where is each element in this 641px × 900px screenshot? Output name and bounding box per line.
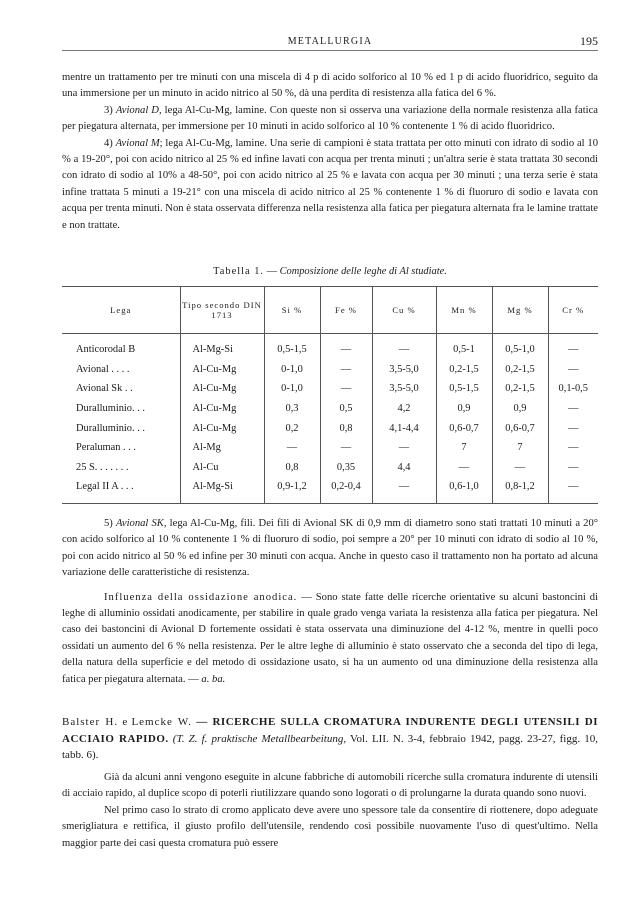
table-cell: 0,8	[264, 458, 320, 478]
table-cell: Al-Mg-Si	[180, 334, 264, 360]
table-cell-alloy: Peraluman . . .	[76, 442, 137, 454]
table-cell: 3,5-5,0	[372, 360, 436, 380]
table-cell: —	[492, 458, 548, 478]
table-cell: 0,8-1,2	[492, 477, 548, 503]
table-cell: 0,9	[436, 399, 492, 419]
top-section	[62, 70, 598, 234]
table-cell-alloy: Avional Sk . .	[76, 383, 133, 395]
influenza-text: — Sono state fatte delle ricerche orientative su alcuni bastoncini di leghe di alluminio ossidati anodicamente, per stabilire in quale grado venga variata la resistenza alla fatica per piegatura. Nel caso dei bastoncini di Avional D fortemente ossidati è stata osservata una diminuzione del 4-12 %, mentre in quelli poco ossidati un aumento del 6 % nella resistenza. Per le altre leghe di alluminio è stato osservato che a seconda del tipo di lega, della natura della superficie e del metodo di ossidazione usato, si ha un aumento od una diminuzione della resistenza alla fatica per piegatura alternata. —	[62, 591, 599, 685]
reference-journal: (T. Z. f. praktische Metallbearbeitung,	[172, 732, 347, 745]
reference-heading	[62, 714, 598, 764]
table-cell: 0,35	[320, 458, 372, 478]
item-5-text: lega Al-Cu-Mg, fili. Dei fili di Avional SK di 0,9 mm di diametro sono stati trattati 10 minuti a 20° con acido solforico al 10 % contenente 1 % di fluoruro di sodio, poi sempre a 20° per 10 minuti con idrato di sodio al 10 %, poi con acido nitrico al 50 % ed infine per 30 minuti con acqua. Anche in questo caso il trattamento non ha portato ad alcuna variazione delle caratteristiche di resistenza.	[62, 518, 599, 579]
table-cell: 0,6-0,7	[436, 418, 492, 438]
table-cell: 0-1,0	[264, 360, 320, 380]
table-cell: —	[264, 438, 320, 458]
item-5-label: 5)	[104, 518, 113, 529]
table-caption-dash: —	[266, 266, 277, 277]
table-cell: —	[372, 477, 436, 503]
col-header-tipo: Tipo secondo DIN 1713	[180, 287, 264, 334]
col-header-cr: Cr %	[548, 287, 598, 334]
paragraph-gia: Già da alcuni anni vengono eseguite in alcune fabbriche di automobili ricerche sulla cromatura indurente di utensili di acciaio rapido, al duplice scopo di poterli riutilizzare quando sono logorati o di prolungarne la durata quando sono nuovi.	[62, 772, 598, 800]
table-cell: —	[320, 360, 372, 380]
running-title: METALLURGIA	[287, 36, 373, 47]
middle-section	[62, 516, 598, 688]
table-cell: 0,5-1	[436, 334, 492, 360]
table-cell: —	[548, 458, 598, 478]
table-caption-text: Composizione delle leghe di Al studiate.	[279, 266, 447, 277]
table-row	[62, 360, 598, 380]
table-cell: 4,4	[372, 458, 436, 478]
table-cell-alloy: Duralluminio. . .	[76, 403, 145, 415]
col-header-cu: Cu %	[372, 287, 436, 334]
table-cell-alloy: Anticorodal B	[76, 344, 136, 356]
paragraph-continuation: mentre un trattamento per tre minuti con una miscela di 4 p di acido solforico al 10 % ed 1 p di acido fluoridrico, seguito da una immersione per un minuto in acido nitrico al 50 %, dà una perdita di resistenza alla fatica del 6 %.	[62, 72, 598, 100]
table-cell: 4,1-4,4	[372, 418, 436, 438]
item-3	[62, 103, 598, 136]
table-cell: 0,2-1,5	[492, 360, 548, 380]
table-cell: 0,6-1,0	[436, 477, 492, 503]
table-cell: —	[320, 438, 372, 458]
table-cell: 3,5-5,0	[372, 379, 436, 399]
table-cell: —	[436, 458, 492, 478]
item-4	[62, 136, 598, 234]
page-number: 195	[580, 34, 598, 48]
table-body	[62, 334, 598, 504]
table-cell: —	[548, 438, 598, 458]
table-caption	[62, 266, 598, 277]
table-cell: 0,5	[320, 399, 372, 419]
table-cell: 4,2	[372, 399, 436, 419]
influenza-paragraph	[62, 590, 598, 688]
table-cell: —	[372, 334, 436, 360]
col-header-lega: Lega	[62, 287, 180, 334]
item-4-text: ; lega Al-Cu-Mg, lamine. Una serie di campioni è stata trattata per otto minuti con idrato di sodio al 10 % a 19-20°, poi con acido nitrico al 25 % ed infine lavati con acqua per trenta minuti ; un'altra serie è stata trattata 30 secondi con idrato di sodio al 10% a 48-50°, poi con acido nitrico al 25 % e lavata con acqua per 30 minuti ; una terza serie è stata infine trattata 5 minuti a 19-21° con una miscela di acido nitrico al 25 % contenente 1 % di fluoruro di sodio e lavata con acqua per trenta minuti. Non è stata osservata differenza nella resistenza alla fatica per piegatura alternata fra le lamine trattate e non trattate.	[62, 137, 599, 231]
table-cell: Al-Cu-Mg	[180, 360, 264, 380]
table-cell: 0,9-1,2	[264, 477, 320, 503]
table-cell: —	[548, 418, 598, 438]
table-cell: 0,5-1,5	[436, 379, 492, 399]
table-row	[62, 418, 598, 438]
table-cell-alloy: 25 S. . . . . . .	[76, 461, 129, 473]
table-cell: 0,5-1,0	[492, 334, 548, 360]
reference-details: Vol. LII. N. 3-4, febbraio 1942, pagg. 23-27, figg. 10, tabb. 6).	[62, 732, 598, 762]
table-cell: 7	[492, 438, 548, 458]
table-row	[62, 379, 598, 399]
table-cell: Al-Cu-Mg	[180, 379, 264, 399]
reference-author-1: Balster H.	[62, 716, 119, 728]
table-row	[62, 334, 598, 360]
table-cell: Al-Cu	[180, 458, 264, 478]
table-cell: —	[548, 399, 598, 419]
table-cell: 0-1,0	[264, 379, 320, 399]
table-cell-alloy: Legal II A . . .	[62, 477, 180, 503]
table-row	[62, 438, 598, 458]
col-header-si: Si %	[264, 287, 320, 334]
reference-title: — RICERCHE SULLA CROMATURA INDURENTE DEGLI UTENSILI DI ACCIAIO RAPIDO.	[62, 716, 599, 745]
table-row	[62, 458, 598, 478]
table-cell: Al-Cu-Mg	[180, 418, 264, 438]
table-cell: 0,6-0,7	[492, 418, 548, 438]
item-5	[62, 516, 598, 582]
table-cell: 0,2-1,5	[436, 360, 492, 380]
alloy-composition-table	[62, 286, 598, 504]
table-cell: 0,9	[492, 399, 548, 419]
table-cell: —	[548, 477, 598, 503]
table-cell: Al-Mg-Si	[180, 477, 264, 503]
item-4-label: 4)	[104, 137, 113, 149]
table-cell: Al-Mg	[180, 438, 264, 458]
table-row	[62, 477, 598, 503]
reference-entry	[62, 714, 598, 764]
table-cell: 0,2-1,5	[492, 379, 548, 399]
item-3-text: lega Al-Cu-Mg, lamine. Con queste non si osserva una variazione della normale resistenza alla fatica per piegatura alternata, per immersione per 10 minuti in acido solforico al 10 % contenente 1 % di acido fluoridrico.	[62, 104, 598, 133]
table-cell-alloy: Duralluminio. . .	[76, 422, 145, 434]
col-header-mn: Mn %	[436, 287, 492, 334]
table-cell: 0,8	[320, 418, 372, 438]
table-cell: 0,1-0,5	[548, 379, 598, 399]
col-header-fe: Fe %	[320, 287, 372, 334]
item-3-name: Avional D,	[115, 104, 162, 116]
col-header-mg: Mg %	[492, 287, 548, 334]
table-cell: —	[548, 360, 598, 380]
table-cell: Al-Cu-Mg	[180, 399, 264, 419]
reference-author-2: Lemcke W.	[131, 716, 193, 728]
table-cell: —	[320, 379, 372, 399]
bottom-section	[62, 770, 598, 852]
table-caption-label: Tabella 1.	[213, 266, 264, 277]
influenza-heading: Influenza della ossidazione anodica.	[104, 591, 298, 603]
reference-conj: e	[122, 716, 128, 728]
influenza-signature: a. ba.	[201, 673, 226, 685]
page-header	[62, 34, 598, 50]
item-5-name: Avional SK,	[115, 518, 167, 529]
table-cell: 0,5-1,5	[264, 334, 320, 360]
table-cell-alloy: Avional . . . .	[76, 363, 130, 375]
header-rule	[62, 50, 598, 51]
table-cell: —	[548, 334, 598, 360]
item-4-name: Avional M	[115, 137, 160, 149]
table-row	[62, 399, 598, 419]
table-header-row	[62, 287, 598, 334]
table-cell: 0,2-0,4	[320, 477, 372, 503]
table-cell: 0,3	[264, 399, 320, 419]
item-3-label: 3)	[104, 104, 113, 116]
table-cell: —	[372, 438, 436, 458]
table-cell: 7	[436, 438, 492, 458]
paragraph-nel: Nel primo caso lo strato di cromo applicato deve avere uno spessore tale da consentire di riottenere, dopo adeguate smerigliatura e rettifica, il giusto profilo dell'utensile, rendendo così possibile nuovamente l'uso di quest'ultimo. Nella maggior parte dei casi questa cromatura può essere	[62, 804, 598, 849]
table-cell: 0,2	[264, 418, 320, 438]
table-cell: —	[320, 334, 372, 360]
